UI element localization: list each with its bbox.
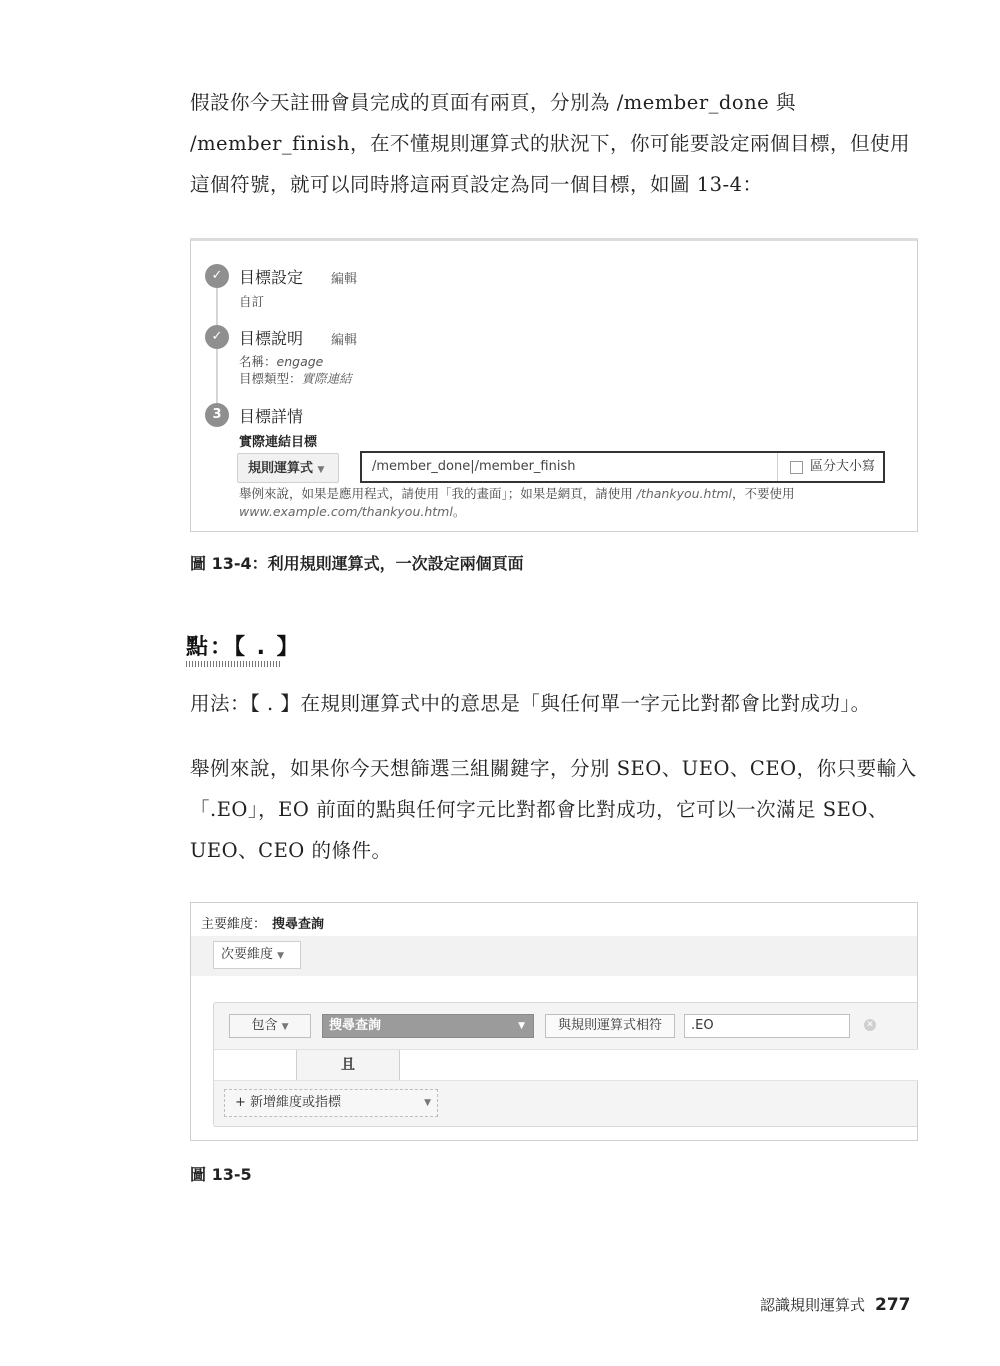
advanced-filter-figure xyxy=(190,902,918,1141)
match-regex-button[interactable]: 與規則運算式相符 xyxy=(545,1014,675,1038)
figure-caption-13-5: 圖 13-5 xyxy=(190,1165,252,1184)
dimension-dropdown[interactable]: 搜尋查詢 ▼ xyxy=(322,1014,534,1038)
step-number-icon: 3 xyxy=(205,403,229,427)
destination-label: 實際連結目標 xyxy=(239,435,318,450)
step-goal-details-title: 目標詳情 xyxy=(239,407,304,426)
goal-setup-figure xyxy=(190,238,918,532)
and-label: 且 xyxy=(297,1050,399,1080)
primary-dimension: 主要維度： 搜尋查詢 xyxy=(201,917,325,932)
add-dimension-or-metric-button[interactable]: + 新增維度或指標 ▼ xyxy=(224,1089,438,1117)
check-icon: ✓ xyxy=(205,325,229,349)
and-left-cell xyxy=(214,1050,297,1080)
intro-paragraph: 假設你今天註冊會員完成的頁面有兩頁，分別為 /member_done 與 /member_finish，在不懂規則運算式的狀況下，你可能要設定兩個目標，但使用這個符號，就可以同時將這兩頁設定為同一個目標，如圖 13-4： xyxy=(190,91,911,196)
and-row xyxy=(214,1049,918,1081)
example-paragraph: 舉例來說，如果你今天想篩選三組關鍵字，分別 SEO、UEO、CEO，你只要輸入「.EO」，EO 前面的點與任何字元比對都會比對成功，它可以一次滿足 SEO、UEO、CEO 的條件。 xyxy=(190,757,917,862)
secondary-dimension-bar xyxy=(191,936,917,976)
goal-type: 目標類型：實際連結 xyxy=(239,371,352,386)
heading-underline xyxy=(186,661,282,667)
step-goal-setup-value: 自訂 xyxy=(239,294,265,309)
section-heading: 點：【 . 】 xyxy=(186,635,301,660)
include-dropdown[interactable]: 包含 ▼ xyxy=(229,1014,311,1038)
secondary-dimension-dropdown[interactable]: 次要維度 ▼ xyxy=(213,941,301,969)
destination-help-text: 舉例來說，如果是應用程式，請使用「我的畫面」；如果是網頁，請使用 /thankyou.html，不要使用 www.example.com/thankyou.html。 xyxy=(239,486,795,519)
and-right-cell xyxy=(399,1050,919,1080)
filter-value-input[interactable]: .EO xyxy=(684,1014,850,1038)
usage-paragraph: 用法：【 . 】在規則運算式中的意思是「與任何單一字元比對都會比對成功」。 xyxy=(190,692,871,715)
step-goal-description-edit-link[interactable]: 編輯 xyxy=(331,333,358,348)
step-goal-setup-title: 目標設定 xyxy=(239,268,304,287)
step-goal-description-title: 目標說明 xyxy=(239,329,304,348)
chevron-down-icon: ▼ xyxy=(317,465,325,475)
check-icon: ✓ xyxy=(205,264,229,288)
figure-caption-13-4: 圖 13-4：利用規則運算式，一次設定兩個頁面 xyxy=(190,554,524,573)
step-goal-setup-edit-link[interactable]: 編輯 xyxy=(331,272,358,287)
goal-name: 名稱：engage xyxy=(239,354,324,369)
chevron-down-icon: ▼ xyxy=(518,1021,525,1031)
chevron-down-icon: ▼ xyxy=(424,1098,431,1108)
match-type-dropdown[interactable]: 規則運算式 ▼ xyxy=(237,453,339,483)
chevron-down-icon: ▼ xyxy=(281,1022,289,1032)
chevron-down-icon: ▼ xyxy=(277,951,285,961)
filter-editor xyxy=(213,1002,917,1127)
destination-input-group xyxy=(360,451,885,483)
case-sensitive-label: 區分大小寫 xyxy=(810,459,876,474)
case-sensitive-checkbox[interactable] xyxy=(790,461,803,474)
destination-input[interactable]: /member_done|/member_finish xyxy=(372,453,778,481)
page-footer: 認識規則運算式 277 xyxy=(760,1295,911,1315)
close-icon[interactable]: ✕ xyxy=(864,1019,876,1031)
